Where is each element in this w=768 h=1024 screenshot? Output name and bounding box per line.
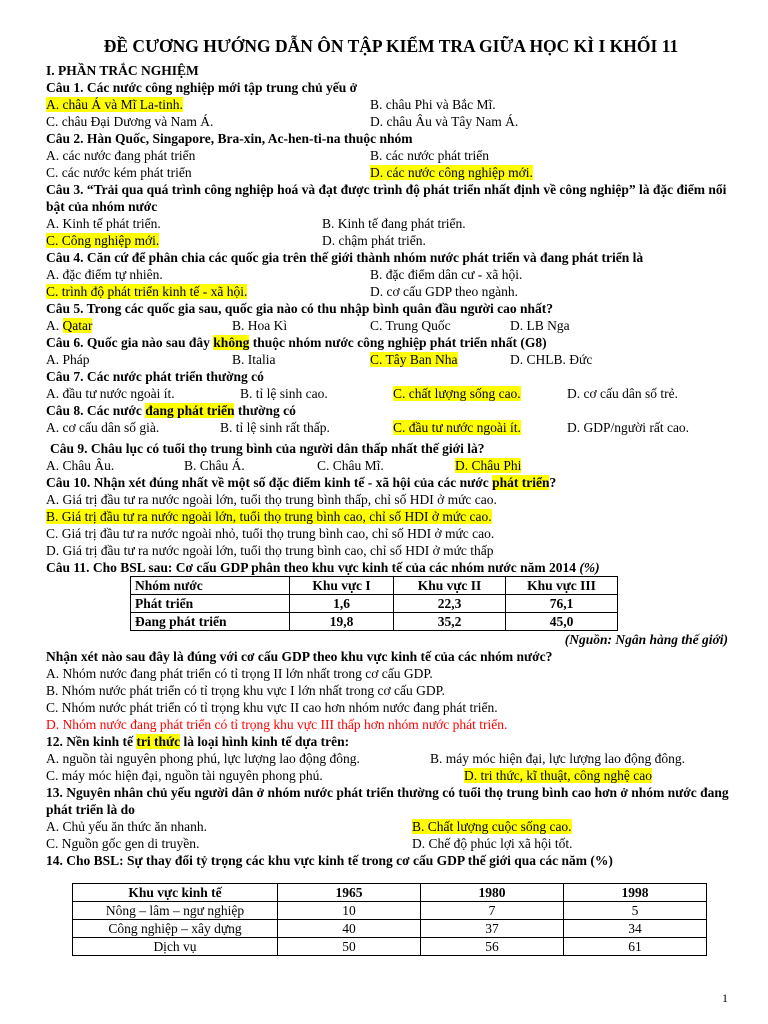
q3-option-c: C. Công nghiệp mới. bbox=[46, 233, 160, 248]
q6-option-a: A. Pháp bbox=[46, 352, 90, 367]
q2-option-b: B. các nước phát triển bbox=[370, 148, 490, 163]
world-gdp-sector-table bbox=[72, 883, 707, 956]
q4-option-d: D. cơ cấu GDP theo ngành. bbox=[370, 284, 518, 299]
question-5: Câu 5. Trong các quốc gia sau, quốc gia nào có thu nhập bình quân đầu người cao nhất? bbox=[46, 301, 553, 316]
q9-option-c: C. Châu Mĩ. bbox=[317, 458, 384, 473]
question-9: Câu 9. Châu lục có tuổi thọ trung bình của người dân thấp nhất thế giới là? bbox=[50, 441, 485, 456]
q8-option-c: C. đầu tư nước ngoài ít. bbox=[393, 420, 521, 435]
q13-option-c: C. Nguồn gốc gen di truyền. bbox=[46, 836, 200, 851]
q8-option-b: B. tỉ lệ sinh rất thấp. bbox=[220, 420, 330, 435]
table-row: Phát triển 1,6 22,3 76,1 bbox=[131, 595, 618, 613]
q1-option-d: D. châu Âu và Tây Nam Á. bbox=[370, 114, 519, 129]
q10-option-d: D. Giá trị đầu tư ra nước ngoài lớn, tuổi thọ trung bình cao, chỉ số HDI ở mức thấp bbox=[46, 543, 494, 558]
page-number: 1 bbox=[722, 991, 728, 1005]
q12-option-d: D. tri thức, kĩ thuật, công nghệ cao bbox=[464, 768, 653, 783]
q10-option-a: A. Giá trị đầu tư ra nước ngoài lớn, tuổi thọ trung bình thấp, chỉ số HDI ở mức cao. bbox=[46, 492, 497, 507]
q7-option-a: A. đầu tư nước ngoài ít. bbox=[46, 386, 175, 401]
question-8: Câu 8. Các nước đang phát triển thường có bbox=[46, 403, 296, 418]
q8-option-d: D. GDP/người rất cao. bbox=[567, 420, 690, 435]
q11-option-b: B. Nhóm nước phát triển có tỉ trọng khu vực I lớn nhất trong cơ cấu GDP. bbox=[46, 683, 445, 698]
table-row: Nông – lâm – ngư nghiệp 10 7 5 bbox=[73, 902, 707, 920]
q6-option-b: B. Italia bbox=[232, 352, 276, 367]
section-heading: I. PHẦN TRẮC NGHIỆM bbox=[46, 63, 199, 78]
document-page bbox=[46, 36, 736, 956]
q2-option-d: D. các nước công nghiệp mới. bbox=[370, 165, 533, 180]
q6-option-d: D. CHLB. Đức bbox=[510, 352, 593, 367]
q12-option-a: A. nguồn tài nguyên phong phú, lực lượng lao động đông. bbox=[46, 751, 360, 766]
q7-option-d: D. cơ cấu dân số trẻ. bbox=[567, 386, 678, 401]
question-2: Câu 2. Hàn Quốc, Singapore, Bra-xin, Ac-hen-ti-na thuộc nhóm bbox=[46, 131, 413, 146]
q4-option-c: C. trình độ phát triển kinh tế - xã hội. bbox=[46, 284, 248, 299]
question-14: 14. Cho BSL: Sự thay đổi tỷ trọng các khu vực kinh tế trong cơ cấu GDP thế giới qua các năm (%) bbox=[46, 853, 613, 868]
q11-question: Nhận xét nào sau đây là đúng với cơ cấu GDP theo khu vực kinh tế của các nhóm nước? bbox=[46, 649, 553, 664]
question-7: Câu 7. Các nước phát triển thường có bbox=[46, 369, 264, 384]
q10-option-b: B. Giá trị đầu tư ra nước ngoài lớn, tuổi thọ trung bình cao, chỉ số HDI ở mức cao. bbox=[46, 509, 492, 524]
q9-option-a: A. Châu Âu. bbox=[46, 458, 115, 473]
q13-option-a: A. Chủ yếu ăn thức ăn nhanh. bbox=[46, 819, 208, 834]
q5-option-d: D. LB Nga bbox=[510, 318, 570, 333]
q12-option-b: B. máy móc hiện đại, lực lượng lao động đông. bbox=[430, 751, 685, 766]
question-6: Câu 6. Quốc gia nào sau đây không thuộc nhóm nước công nghiệp phát triển nhất (G8) bbox=[46, 335, 547, 350]
q1-option-b: B. châu Phi và Bắc Mĩ. bbox=[370, 97, 496, 112]
q11-option-c: C. Nhóm nước phát triển có tỉ trọng khu vực II cao hơn nhóm nước đang phát triển. bbox=[46, 700, 498, 715]
document-title: ĐỀ CƯƠNG HƯỚNG DẪN ÔN TẬP KIỂM TRA GIỮA HỌC KÌ I KHỐI 11 bbox=[103, 36, 679, 56]
table-source: (Nguồn: Ngân hàng thế giới) bbox=[564, 632, 728, 647]
q3-option-d: D. chậm phát triển. bbox=[322, 233, 426, 248]
table-row: Công nghiệp – xây dựng 40 37 34 bbox=[73, 920, 707, 938]
question-4: Câu 4. Căn cứ để phân chia các quốc gia trên thế giới thành nhóm nước phát triển và đang phát triển là bbox=[46, 250, 644, 265]
q2-option-c: C. các nước kém phát triển bbox=[46, 165, 192, 180]
question-12: 12. Nền kinh tế tri thức là loại hình kinh tế dựa trên: bbox=[46, 734, 350, 749]
q3-option-a: A. Kinh tế phát triển. bbox=[46, 216, 161, 231]
q9-option-b: B. Châu Á. bbox=[184, 458, 245, 473]
q4-option-a: A. đặc điểm tự nhiên. bbox=[46, 267, 163, 282]
table-row: Đang phát triển 19,8 35,2 45,0 bbox=[131, 613, 618, 631]
q13-option-b: B. Chất lượng cuộc sống cao. bbox=[412, 819, 572, 834]
question-1: Câu 1. Các nước công nghiệp mới tập trung chủ yếu ở bbox=[46, 80, 358, 95]
question-13: 13. Nguyên nhân chủ yếu người dân ở nhóm nước phát triển thường có tuổi thọ trung bình cao hơn ở nhóm nước đang phát triển là do bbox=[46, 785, 729, 817]
table-header-row: Nhóm nước Khu vực I Khu vực II Khu vực III bbox=[131, 577, 618, 595]
q5-option-a: A. Qatar bbox=[46, 318, 93, 333]
q8-option-a: A. cơ cấu dân số già. bbox=[46, 420, 160, 435]
table-header-row: Khu vực kinh tế 1965 1980 1998 bbox=[73, 884, 707, 902]
question-11: Câu 11. Cho BSL sau: Cơ cấu GDP phân theo khu vực kinh tế của các nhóm nước năm 2014 (%) bbox=[46, 560, 600, 575]
q1-option-c: C. châu Đại Dương và Nam Á. bbox=[46, 114, 214, 129]
question-3: Câu 3. “Trải qua quá trình công nghiệp hoá và đạt được trình độ phát triển nhất định về công nghiệp” là đặc điểm nổi bật của nhóm nước bbox=[46, 182, 727, 214]
q7-option-b: B. tỉ lệ sinh cao. bbox=[240, 386, 328, 401]
q3-option-b: B. Kinh tế đang phát triển. bbox=[322, 216, 466, 231]
q4-option-b: B. đặc điểm dân cư - xã hội. bbox=[370, 267, 523, 282]
table-row: Dịch vụ 50 56 61 bbox=[73, 938, 707, 956]
q7-option-c: C. chất lượng sống cao. bbox=[393, 386, 521, 401]
q6-option-c: C. Tây Ban Nha bbox=[370, 352, 458, 367]
question-10: Câu 10. Nhận xét đúng nhất về một số đặc điểm kinh tế - xã hội của các nước phát triển? bbox=[46, 475, 557, 490]
q11-option-d: D. Nhóm nước đang phát triển có tỉ trọng khu vực III thấp hơn nhóm nước phát triển. bbox=[46, 717, 508, 732]
q1-option-a: A. châu Á và Mĩ La-tinh. bbox=[46, 97, 183, 112]
q12-option-c: C. máy móc hiện đại, nguồn tài nguyên phong phú. bbox=[46, 768, 323, 783]
q9-option-d: D. Châu Phi bbox=[455, 458, 522, 473]
q2-option-a: A. các nước đang phát triển bbox=[46, 148, 196, 163]
q5-option-b: B. Hoa Kì bbox=[232, 318, 288, 333]
q13-option-d: D. Chế độ phúc lợi xã hội tốt. bbox=[412, 836, 573, 851]
q11-option-a: A. Nhóm nước đang phát triển có tỉ trọng II lớn nhất trong cơ cấu GDP. bbox=[46, 666, 433, 681]
q10-option-c: C. Giá trị đầu tư ra nước ngoài nhỏ, tuổi thọ trung bình cao, chỉ số HDI ở mức cao. bbox=[46, 526, 495, 541]
gdp-structure-table bbox=[130, 576, 618, 631]
q5-option-c: C. Trung Quốc bbox=[370, 318, 451, 333]
